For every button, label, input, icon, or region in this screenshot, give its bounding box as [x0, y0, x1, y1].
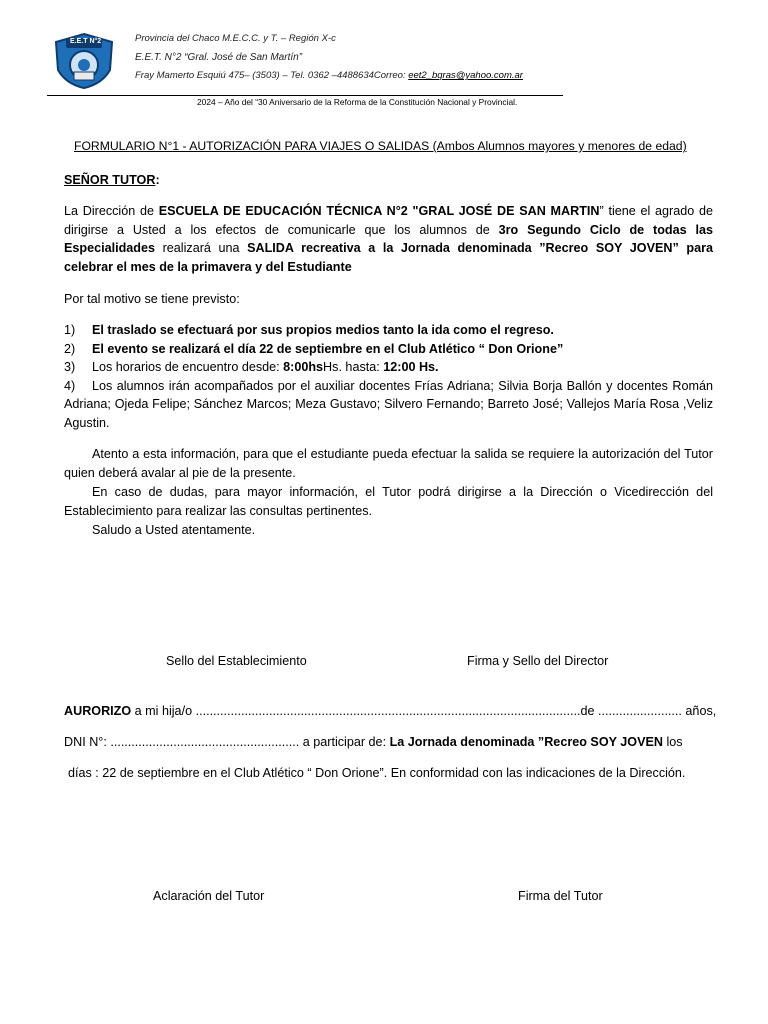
- auth-line-1: AURORIZO a mi hija/o ..............................................................................................................de ........................ años,: [64, 704, 717, 718]
- intro-part-1: La Dirección de: [64, 204, 159, 218]
- auth-line-2: DNI N°: ...................................................... a participar de: La Jornada denominada ”Recreo SOY JOVEN los: [64, 735, 683, 749]
- logo-text: E.E.T N°2: [70, 38, 102, 45]
- paragraph-saludo: Saludo a Usted atentamente.: [92, 523, 256, 537]
- auth-label: AURORIZO: [64, 704, 132, 718]
- form-title-text: FORMULARIO N°1 - AUTORIZACIÓN PARA VIAJES O SALIDAS (Ambos Alumnos mayores y menores de edad): [74, 139, 687, 153]
- paragraph-dudas: En caso de dudas, para mayor información, el Tutor podrá dirigirse a la Dirección o Vicedirección del Establecimiento para realizar las consultas pertinentes.: [64, 485, 713, 518]
- list-item: 3) Los horarios de encuentro desde: 8:00hsHs. hasta: 12:00 Hs.: [64, 360, 439, 374]
- header-rule: [47, 95, 563, 96]
- intro-outing: SALIDA recreativa a la Jornada denominada ”Recreo SOY JOVEN” para celebrar el mes de la primavera y del Estudiante: [64, 241, 713, 274]
- aclaracion-tutor-label: Aclaración del Tutor: [153, 889, 265, 903]
- header-line-3: [135, 70, 523, 81]
- intro-part-2: ” tiene el agrado de dirigirse a Usted a los efectos de comunicarle que los alumnos de: [64, 204, 713, 237]
- year-note: 2024 – Año del “30 Aniversario de la Reforma de la Constitución Nacional y Provincial.: [197, 97, 518, 107]
- paragraph-atento: Atento a esta información, para que el estudiante pueda efectuar la salida se requiere la autorización del Tutor quien deberá avalar al pie de la presente.: [64, 447, 713, 480]
- intro-paragraph: [64, 202, 713, 276]
- sello-establecimiento-label: Sello del Establecimiento: [166, 654, 307, 668]
- header-line-1: Provincia del Chaco M.E.C.C. y T. – Región X-c: [135, 33, 336, 44]
- salutation-text: SEÑOR TUTOR: [64, 173, 156, 187]
- header-address: Fray Mamerto Esquiú 475– (3503) – Tel. 0362 –4488634Correo:: [135, 70, 409, 81]
- items-list: [64, 321, 713, 432]
- auth-line-3: días : 22 de septiembre en el Club Atlético “ Don Orione”. En conformidad con las indicaciones de la Dirección.: [68, 766, 686, 780]
- intro-cycle: 3ro Segundo Ciclo de todas las Especialidades: [64, 222, 714, 255]
- header-line-2: E.E.T. N°2 “Gral. José de San Martín”: [135, 52, 303, 63]
- intro-part-3: realizará una: [155, 241, 248, 255]
- intro-school: ESCUELA DE EDUCACIÓN TÉCNICA N°2 "GRAL JOSÉ DE SAN MARTIN: [158, 204, 600, 218]
- salutation: [64, 171, 160, 190]
- list-item: 1) El traslado se efectuará por sus propios medios tanto la ida como el regreso.: [64, 323, 554, 337]
- list-item: 4) Los alumnos irán acompañados por el auxiliar docentes Frías Adriana; Silvia Borja Ballón y docentes Román Adriana; Ojeda Felipe; Sánchez Marcos; Meza Gustavo; Silvero Fernando; Barreto José; Vallejos María Rosa ,Veliz Agustin.: [64, 378, 713, 430]
- por-tal-motivo: Por tal motivo se tiene previsto:: [64, 292, 240, 306]
- salutation-colon: :: [155, 173, 160, 187]
- firma-tutor-label: Firma del Tutor: [518, 889, 603, 903]
- form-title: [74, 137, 687, 156]
- school-logo: [52, 32, 116, 90]
- firma-director-label: Firma y Sello del Director: [467, 654, 609, 668]
- header-email-link[interactable]: eet2_bqras@yahoo.com.ar: [408, 70, 523, 81]
- list-item: 2) El evento se realizará el día 22 de septiembre en el Club Atlético “ Don Orione”: [64, 341, 564, 356]
